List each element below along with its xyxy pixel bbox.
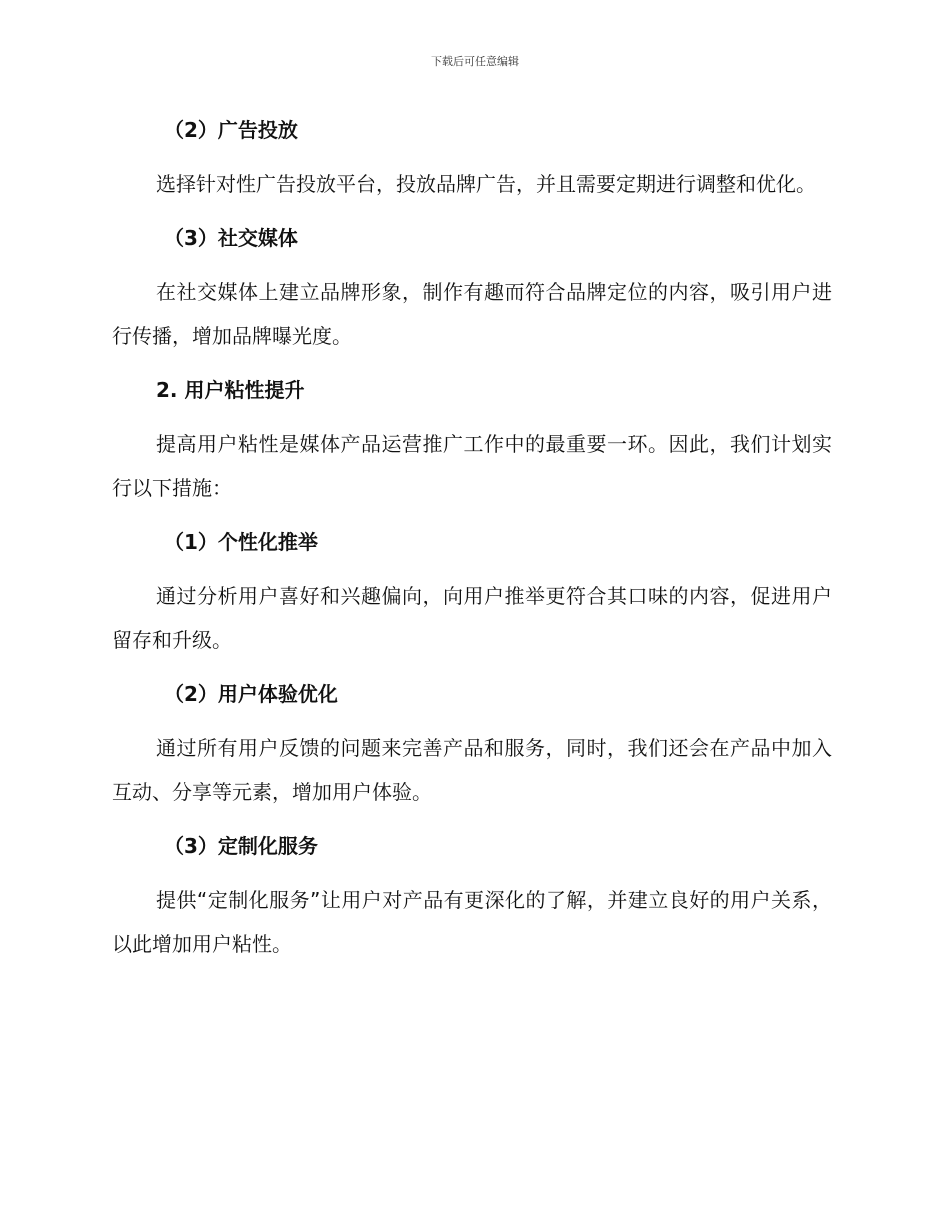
paragraph-user-experience: 通过所有用户反馈的问题来完善产品和服务，同时，我们还会在产品中加入互动、分享等元素，增加用户体验。 <box>112 736 832 804</box>
page-header: 下载后可任意编辑 <box>431 55 519 68</box>
subheading-customized-service: （3）定制化服务 <box>164 834 318 858</box>
subheading-personalized-recommendation: （1）个性化推举 <box>164 530 318 554</box>
subheading-social-media: （3）社交媒体 <box>164 226 298 250</box>
paragraph-ad-placement: 选择针对性广告投放平台，投放品牌广告，并且需要定期进行调整和优化。 <box>156 172 816 196</box>
document-body <box>112 110 832 966</box>
paragraph-user-stickiness: 提高用户粘性是媒体产品运营推广工作中的最重要一环。因此，我们计划实行以下措施： <box>112 432 832 500</box>
paragraph-customized-service: 提供“定制化服务”让用户对产品有更深化的了解，并建立良好的用户关系，以此增加用户粘性。 <box>112 888 832 956</box>
subheading-user-experience: （2）用户体验优化 <box>164 682 338 706</box>
paragraph-social-media: 在社交媒体上建立品牌形象，制作有趣而符合品牌定位的内容，吸引用户进行传播，增加品牌曝光度。 <box>112 280 832 348</box>
heading-user-stickiness: 2. 用户粘性提升 <box>156 378 305 402</box>
subheading-ad-placement: （2）广告投放 <box>164 118 298 142</box>
paragraph-personalized-recommendation: 通过分析用户喜好和兴趣偏向，向用户推举更符合其口味的内容，促进用户留存和升级。 <box>112 584 832 652</box>
